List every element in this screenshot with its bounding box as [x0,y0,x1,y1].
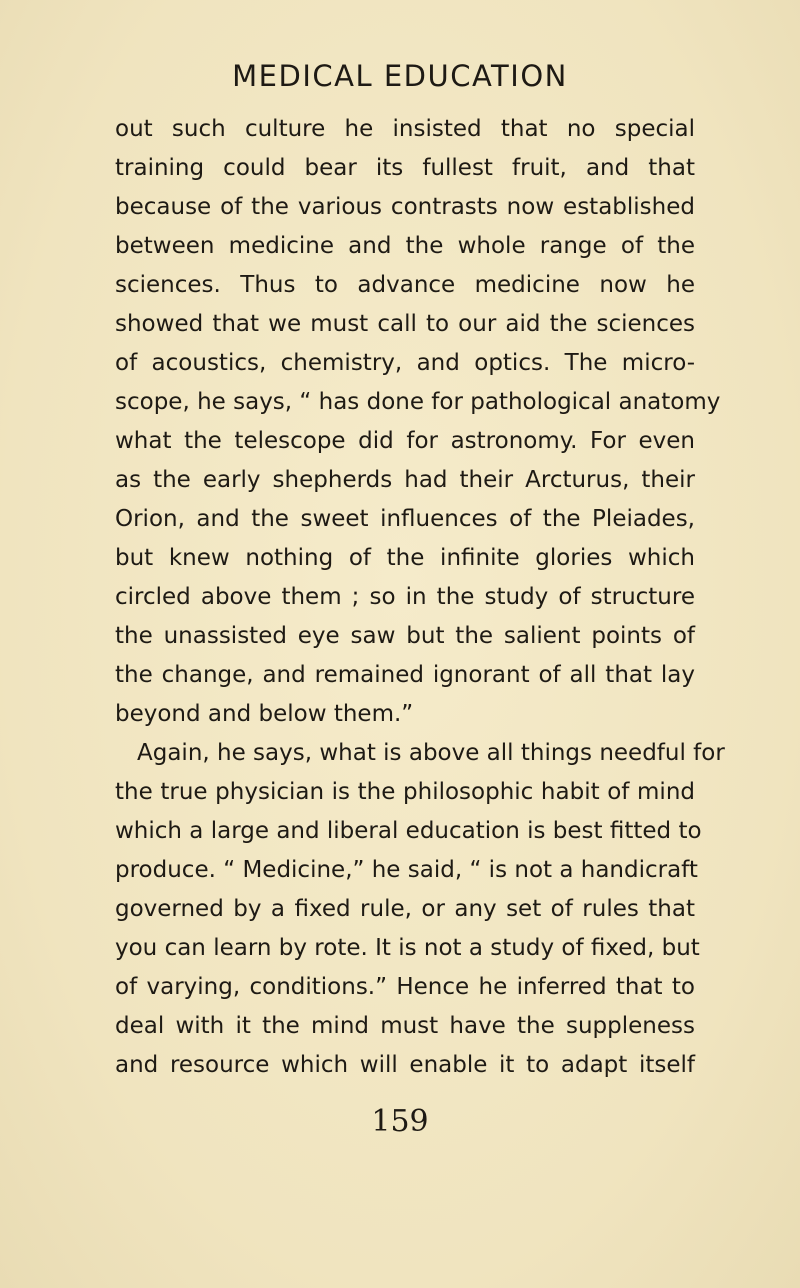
page-number: 159 [371,1104,429,1139]
text-line: the unassisted eye saw but the salient points of [115,623,695,649]
text-line: training could bear its fullest fruit, and that [115,155,695,181]
text-line: what the telescope did for astronomy. For even [115,428,695,454]
text-line: produce. “ Medicine,” he said, “ is not a handicraft [115,857,698,883]
text-line: the change, and remained ignorant of all that lay [115,662,695,688]
text-line: Again, he says, what is above all things needful for [137,740,725,766]
text-line: but knew nothing of the infinite glories which [115,545,695,571]
text-line: which a large and liberal education is best fitted to [115,818,702,844]
text-line: sciences. Thus to advance medicine now he [115,272,695,298]
text-line: the true physician is the philosophic habit of mind [115,779,695,805]
text-line: as the early shepherds had their Arcturus, their [115,467,695,493]
text-line: of varying, conditions.” Hence he inferred that to [115,974,695,1000]
text-line: deal with it the mind must have the suppleness [115,1013,695,1039]
text-line: out such culture he insisted that no special [115,116,695,142]
text-line: circled above them ; so in the study of structure [115,584,695,610]
text-line: governed by a fixed rule, or any set of rules that [115,896,695,922]
text-line: Orion, and the sweet influences of the Pleiades, [115,506,695,532]
text-line: beyond and below them.” [115,701,414,727]
text-line: scope, he says, “ has done for pathological anatomy [115,389,721,415]
text-line: and resource which will enable it to adapt itself [115,1052,695,1078]
text-line: of acoustics, chemistry, and optics. The micro- [115,350,695,376]
text-line: you can learn by rote. It is not a study of fixed, but [115,935,700,961]
running-head: MEDICAL EDUCATION [232,59,568,93]
body-text [115,110,725,1085]
text-line: because of the various contrasts now established [115,194,695,220]
text-line: showed that we must call to our aid the sciences [115,311,695,337]
text-line: between medicine and the whole range of the [115,233,695,259]
